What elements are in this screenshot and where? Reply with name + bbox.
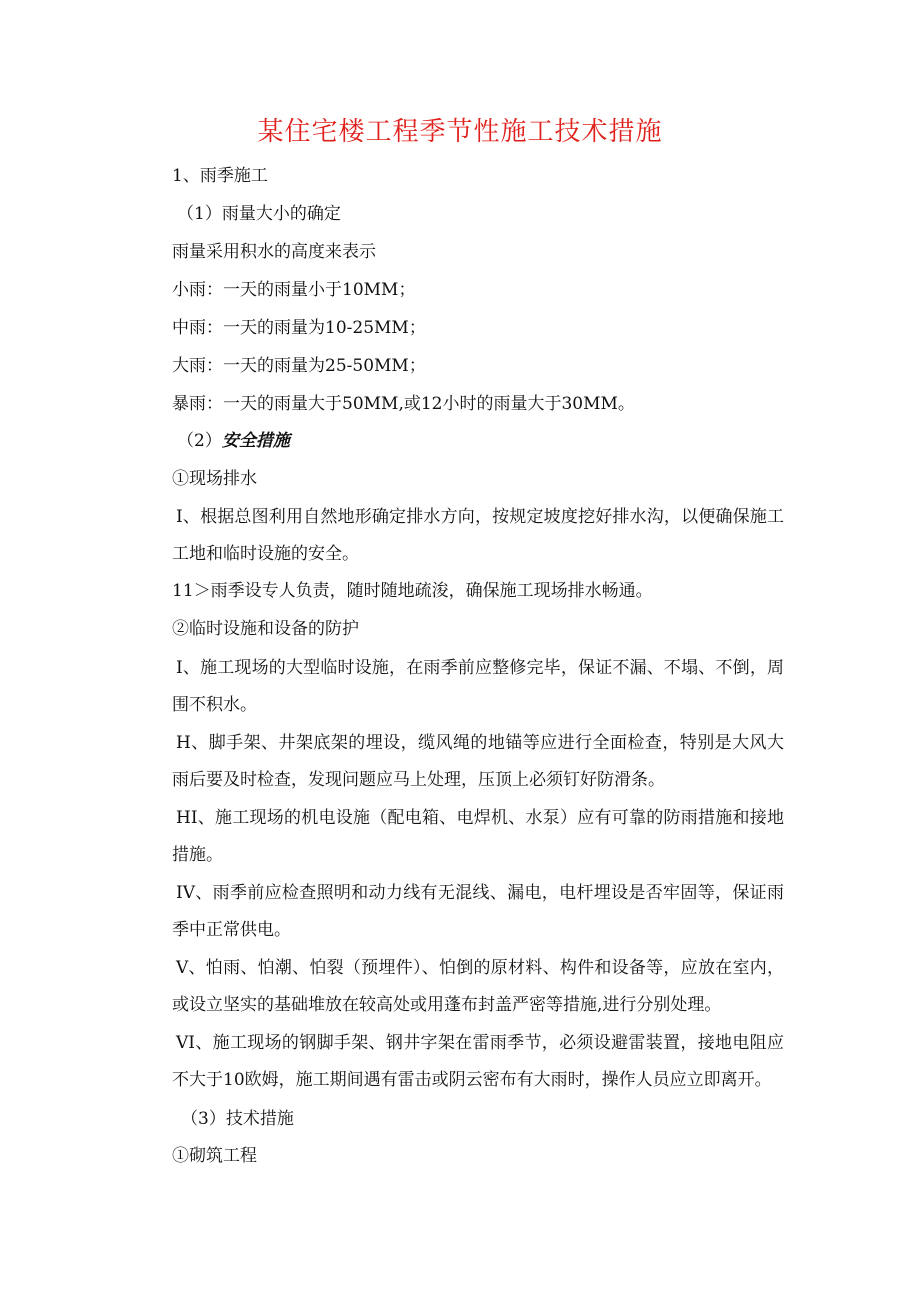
part-heading-facilities: ②临时设施和设备的防护 (172, 619, 359, 639)
subsection-heading-safety (177, 428, 290, 454)
drainage-item-1: 11＞雨季设专人负责，随时随地疏浚，确保施工现场排水畅通。 (172, 581, 653, 601)
subsection-number: （2） (177, 431, 222, 451)
subsection-heading-rainfall: （1）雨量大小的确定 (177, 204, 341, 224)
drainage-item-0: I、根据总图利用自然地形确定排水方向，按规定坡度挖好排水沟，以便确保施工工地和临时设施的安全。 (172, 507, 784, 564)
rainfall-line-0: 雨量采用积水的高度来表示 (172, 242, 376, 262)
facilities-item-3: IV、雨季前应检查照明和动力线有无混线、漏电，电杆埋设是否牢固等，保证雨季中正常供电。 (172, 883, 784, 940)
facilities-item-2: HI、施工现场的机电设施（配电箱、电焊机、水泵）应有可靠的防雨措施和接地措施。 (172, 808, 784, 865)
rainfall-line-3: 大雨：一天的雨量为25-50MM； (172, 356, 426, 376)
facilities-item-4: V、怕雨、怕潮、怕裂（预埋件）、怕倒的原材料、构件和设备等，应放在室内，或设立坚实的基础堆放在较高处或用蓬布封盖严密等措施,进行分别处理。 (172, 958, 784, 1015)
rainfall-line-2: 中雨：一天的雨量为10-25MM； (172, 318, 426, 338)
subsection-heading-technical: （3）技术措施 (181, 1109, 294, 1129)
subsection-title: 安全措施 (221, 431, 290, 451)
part-heading-masonry: ①砌筑工程 (172, 1146, 257, 1166)
page-title: 某住宅楼工程季节性施工技术措施 (257, 117, 663, 147)
part-heading-drainage: ①现场排水 (172, 469, 257, 489)
section-heading-rainy-season: 1、雨季施工 (172, 166, 268, 186)
rainfall-line-4: 暴雨：一天的雨量大于50MM,或12小时的雨量大于30MM。 (172, 394, 635, 414)
facilities-item-0: I、施工现场的大型临时设施，在雨季前应整修完毕，保证不漏、不塌、不倒，周围不积水。 (172, 658, 784, 715)
facilities-item-5: VI、施工现场的钢脚手架、钢井字架在雷雨季节，必须设避雷装置，接地电阻应不大于10欧姆，施工期间遇有雷击或阴云密布有大雨时，操作人员应立即离开。 (172, 1033, 784, 1090)
rainfall-line-1: 小雨：一天的雨量小于10MM； (172, 280, 416, 300)
facilities-item-1: H、脚手架、井架底架的埋设，缆风绳的地锚等应进行全面检查，特别是大风大雨后要及时检查，发现问题应马上处理，压顶上必须钉好防滑条。 (172, 733, 784, 790)
